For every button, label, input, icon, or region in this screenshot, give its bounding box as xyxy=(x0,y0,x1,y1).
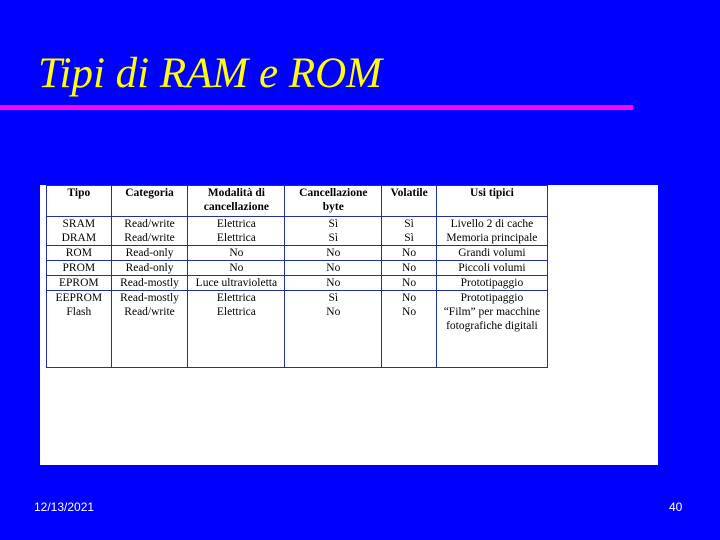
table-cell: Sì xyxy=(382,217,437,232)
title-underline xyxy=(0,105,633,110)
header-modalita: Modalità di cancellazione xyxy=(188,186,285,217)
table-cell: Read/write xyxy=(111,217,188,232)
table-cell: PROM xyxy=(47,261,112,276)
table-cell: Elettrica xyxy=(188,291,285,306)
table-cell: No xyxy=(188,261,285,276)
header-categoria: Categoria xyxy=(111,186,188,217)
table-cell: No xyxy=(382,291,437,306)
table-cell: Elettrica xyxy=(188,305,285,368)
table-panel xyxy=(40,185,658,465)
table-cell: Elettrica xyxy=(188,231,285,246)
header-usi: Usi tipici xyxy=(436,186,547,217)
table-cell: No xyxy=(382,305,437,368)
table-cell: No xyxy=(285,246,382,261)
table-cell: Read-mostly xyxy=(111,276,188,291)
table-cell: Luce ultravioletta xyxy=(188,276,285,291)
table-cell: Elettrica xyxy=(188,217,285,232)
table-row xyxy=(47,291,548,306)
table-cell: No xyxy=(382,261,437,276)
table-cell: EPROM xyxy=(47,276,112,291)
table-row xyxy=(47,217,548,232)
table-row xyxy=(47,261,548,276)
header-cancellazione: Cancellazione byte xyxy=(285,186,382,217)
table-header-row xyxy=(47,186,548,217)
table-cell: Livello 2 di cache xyxy=(436,217,547,232)
table-cell: Sì xyxy=(285,231,382,246)
table-cell: ROM xyxy=(47,246,112,261)
table-cell: No xyxy=(188,246,285,261)
table-cell: Flash xyxy=(47,305,112,368)
table-cell: Read/write xyxy=(111,231,188,246)
table-cell: Sì xyxy=(285,217,382,232)
table-cell: Prototipaggio xyxy=(436,276,547,291)
table-cell: Read-only xyxy=(111,246,188,261)
table-cell: No xyxy=(285,276,382,291)
page-number: 40 xyxy=(669,500,683,514)
table-cell: Sì xyxy=(382,231,437,246)
table-cell: No xyxy=(382,276,437,291)
table-cell: Read-mostly xyxy=(111,291,188,306)
table-cell: Sì xyxy=(285,291,382,306)
table-cell: “Film” per macchine fotografiche digitali xyxy=(436,305,547,368)
table-cell: Memoria principale xyxy=(436,231,547,246)
table-cell: DRAM xyxy=(47,231,112,246)
table-cell: No xyxy=(382,246,437,261)
table-cell: No xyxy=(285,261,382,276)
memory-types-table xyxy=(46,185,548,368)
table-cell: Read-only xyxy=(111,261,188,276)
table-cell: SRAM xyxy=(47,217,112,232)
table-row xyxy=(47,305,548,368)
table-row xyxy=(47,231,548,246)
header-tipo: Tipo xyxy=(47,186,112,217)
table-cell: No xyxy=(285,305,382,368)
table-cell: Prototipaggio xyxy=(436,291,547,306)
table-row xyxy=(47,246,548,261)
header-volatile: Volatile xyxy=(382,186,437,217)
slide-title: Tipi di RAM e ROM xyxy=(38,50,382,97)
table-cell: Grandi volumi xyxy=(436,246,547,261)
table-cell: Read/write xyxy=(111,305,188,368)
table-cell: EEPROM xyxy=(47,291,112,306)
table-cell: Piccoli volumi xyxy=(436,261,547,276)
footer-date: 12/13/2021 xyxy=(34,500,95,514)
table-row xyxy=(47,276,548,291)
